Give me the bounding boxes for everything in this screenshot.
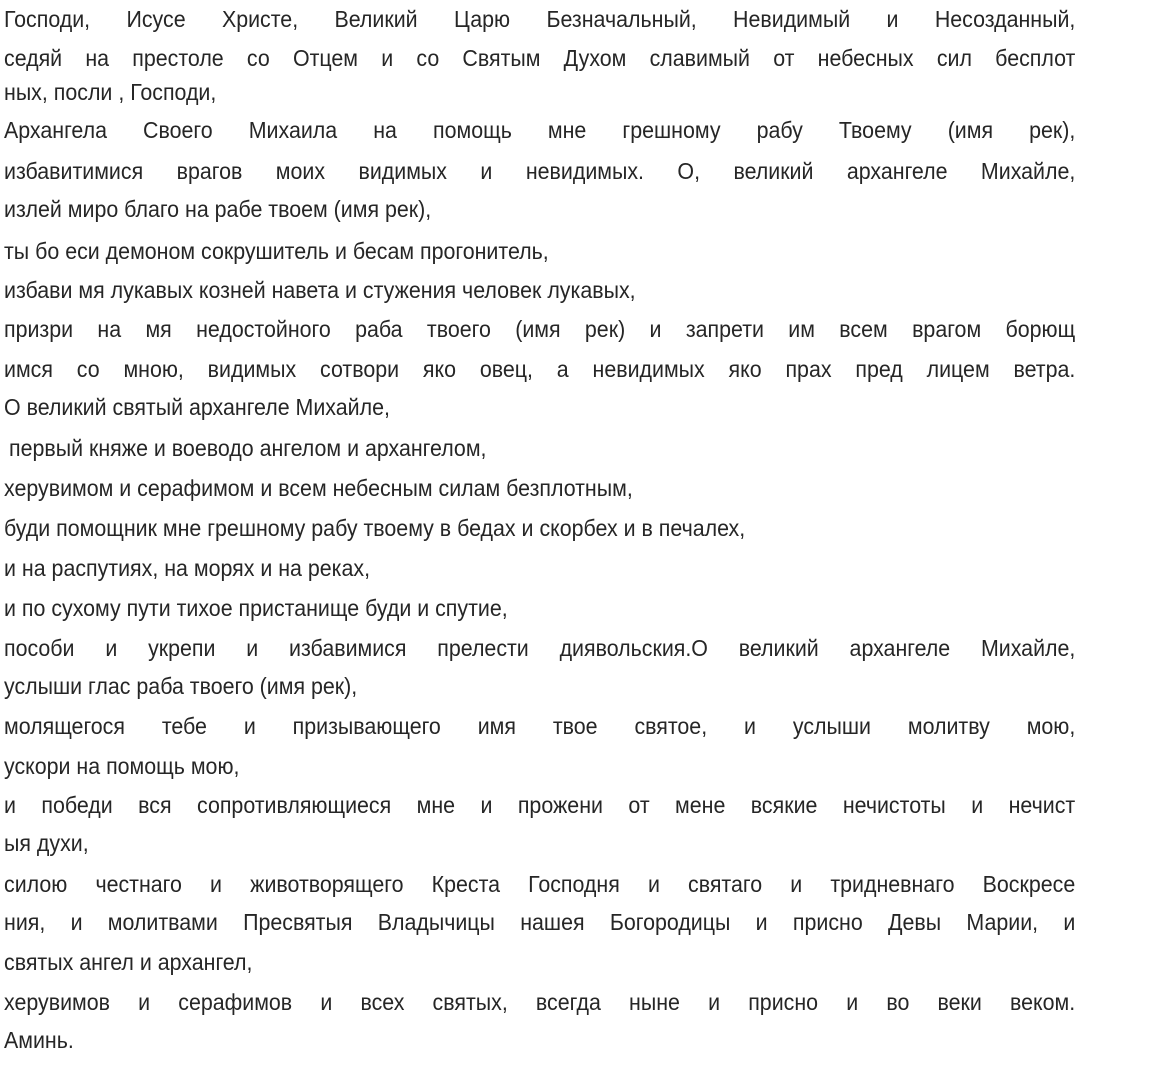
text-word: и	[246, 635, 259, 661]
text-line	[4, 6, 1075, 32]
text-word: им	[788, 316, 815, 342]
text-word: диявольския.О	[559, 635, 708, 661]
text-word: присно	[748, 989, 819, 1015]
text-word: рабу	[756, 117, 803, 143]
text-word: и	[708, 989, 721, 1015]
text-word: всех	[360, 989, 405, 1015]
text-word: серафимов	[178, 989, 293, 1015]
text-word: и	[105, 635, 118, 661]
text-word: укрепи	[148, 635, 216, 661]
text-word: славимый	[649, 45, 751, 71]
text-word: запрети	[685, 316, 764, 342]
text-word: ныне	[629, 989, 680, 1015]
text-word: и	[70, 909, 83, 935]
text-word: борющ	[1005, 316, 1076, 342]
text-word: Отцем	[292, 45, 359, 71]
text-word: всегда	[535, 989, 601, 1015]
text-word: Владычицы	[377, 909, 495, 935]
text-word: рек),	[1029, 117, 1076, 143]
text-word: видимых	[207, 356, 297, 382]
text-word: херувимов	[4, 989, 110, 1015]
text-word: бесплот	[995, 45, 1076, 71]
text-word: раба	[355, 316, 403, 342]
text-word: моих	[275, 158, 326, 184]
text-line: и по сухому пути тихое пристанище буди и спутие,	[4, 595, 508, 621]
text-line	[4, 158, 1075, 184]
text-word: невидимых.	[525, 158, 644, 184]
text-word: нечистоты	[842, 792, 946, 818]
text-word: Невидимый	[733, 6, 851, 32]
text-word: сил	[936, 45, 972, 71]
text-word: веком.	[1010, 989, 1076, 1015]
text-word: видимых	[358, 158, 447, 184]
text-word: Воскресе	[982, 871, 1076, 897]
text-word: Марии,	[966, 909, 1039, 935]
text-line: ты бо еси демоном сокрушитель и бесам прогонитель,	[4, 238, 549, 264]
text-word: пособи	[4, 635, 75, 661]
text-word: во	[886, 989, 910, 1015]
text-line: О великий святый архангеле Михайле,	[4, 394, 390, 420]
text-word: нечист	[1008, 792, 1076, 818]
text-line: херувимом и серафимом и всем небесным силам безплотным,	[4, 475, 633, 501]
text-word: прелести	[437, 635, 529, 661]
text-word: прах	[785, 356, 832, 382]
text-line	[4, 792, 1075, 818]
text-word: и	[971, 792, 984, 818]
text-word: Михайле,	[980, 158, 1076, 184]
text-word: Царю	[453, 6, 511, 32]
text-word: и	[210, 871, 223, 897]
text-word: и	[381, 45, 394, 71]
text-line	[4, 871, 1075, 897]
text-word: небесных	[817, 45, 914, 71]
text-word: силою	[4, 871, 68, 897]
text-word: Богородицы	[609, 909, 731, 935]
text-line	[4, 356, 1075, 382]
text-line: первый княже и воеводо ангелом и архангелом,	[9, 435, 487, 461]
text-word: имя	[477, 713, 516, 739]
text-word: недостойного	[196, 316, 331, 342]
text-word: и	[744, 713, 756, 739]
text-word: престоле	[132, 45, 224, 71]
text-line: ускори на помощь мою,	[4, 753, 240, 779]
text-word: и	[755, 909, 768, 935]
text-word: великий	[738, 635, 819, 661]
text-word: святых,	[432, 989, 508, 1015]
text-word: всякие	[750, 792, 818, 818]
text-word: и	[1063, 909, 1076, 935]
text-word: призывающего	[292, 713, 441, 739]
text-word: мною,	[123, 356, 184, 382]
text-word: и	[320, 989, 333, 1015]
text-word: веки	[937, 989, 982, 1015]
text-line	[4, 909, 1075, 935]
text-word: ветра.	[1013, 356, 1076, 382]
text-word: на	[85, 45, 110, 71]
text-line: услыши глас раба твоего (имя рек),	[4, 673, 358, 699]
text-word: мене	[675, 792, 726, 818]
text-word: Архангела	[4, 117, 107, 143]
text-line: Аминь.	[4, 1027, 74, 1053]
text-line: излей миро благо на рабе твоем (имя рек),	[4, 196, 432, 222]
text-line: буди помощник мне грешному рабу твоему в бедах и скорбех и в печалех,	[4, 515, 746, 541]
text-word: мою,	[1026, 713, 1076, 739]
text-word: и	[480, 158, 493, 184]
text-line: святых ангел и архангел,	[4, 949, 253, 975]
text-word: мя	[145, 316, 172, 342]
text-word: имся	[4, 356, 53, 382]
text-word: со	[246, 45, 270, 71]
text-word: Михайле,	[980, 635, 1076, 661]
text-word: Своего	[143, 117, 213, 143]
text-word: лицем	[926, 356, 990, 382]
text-word: победи	[41, 792, 113, 818]
text-word: тебе	[161, 713, 207, 739]
text-word: Господи,	[4, 6, 91, 32]
text-word: призри	[4, 316, 74, 342]
text-word: Безначальный,	[546, 6, 697, 32]
text-word: яко	[422, 356, 456, 382]
text-word: Святым	[462, 45, 541, 71]
text-word: и	[138, 989, 151, 1015]
text-word: молитву	[907, 713, 990, 739]
text-word: на	[373, 117, 397, 143]
text-word: Михаила	[248, 117, 338, 143]
text-word: мне	[547, 117, 587, 143]
text-word: избавимися	[289, 635, 407, 661]
text-word: Креста	[431, 871, 501, 897]
text-word: честнаго	[95, 871, 182, 897]
text-word: врагов	[176, 158, 243, 184]
text-word: и	[480, 792, 493, 818]
text-word: рек)	[584, 316, 626, 342]
text-word: Христе,	[221, 6, 299, 32]
text-word: О,	[677, 158, 701, 184]
text-word: нашея	[520, 909, 585, 935]
text-line	[4, 316, 1075, 342]
text-word: со	[416, 45, 440, 71]
text-word: и	[886, 6, 899, 32]
text-word: Великий	[334, 6, 418, 32]
text-word: невидимых	[592, 356, 705, 382]
text-word: молящегося	[4, 713, 125, 739]
text-word: (имя	[947, 117, 994, 143]
text-word: ния,	[4, 909, 46, 935]
text-word: твое	[552, 713, 598, 739]
text-word: вся	[138, 792, 172, 818]
text-word: со	[76, 356, 100, 382]
text-word: избавитимися	[4, 158, 144, 184]
text-word: Несозданный,	[934, 6, 1076, 32]
text-line	[4, 713, 1075, 739]
text-word: и	[243, 713, 256, 739]
text-word: всем	[839, 316, 888, 342]
text-word: и	[790, 871, 803, 897]
text-word: тридневнаго	[830, 871, 955, 897]
text-word: и	[4, 792, 16, 818]
text-line	[4, 989, 1075, 1015]
text-word: сопротивляющиеся	[197, 792, 392, 818]
text-word: святаго	[688, 871, 763, 897]
text-word: от	[773, 45, 795, 71]
text-word: грешному	[622, 117, 721, 143]
text-word: и	[846, 989, 859, 1015]
text-word: овец,	[479, 356, 533, 382]
text-line: избави мя лукавых козней навета и стужения человек лукавых,	[4, 277, 636, 303]
text-word: седяй	[4, 45, 63, 71]
text-word: пред	[855, 356, 903, 382]
text-word: услыши	[792, 713, 871, 739]
text-word: сотвори	[320, 356, 400, 382]
text-word: Пресвятыя	[243, 909, 353, 935]
text-word: Исусе	[126, 6, 186, 32]
text-line: и на распутиях, на морях и на реках,	[4, 555, 371, 581]
text-word: и	[649, 316, 662, 342]
text-word: помощь	[433, 117, 512, 143]
text-word: Господня	[528, 871, 620, 897]
text-word: присно	[792, 909, 863, 935]
text-word: а	[556, 356, 569, 382]
text-line	[4, 117, 1075, 143]
text-word: на	[97, 316, 122, 342]
text-word: врагом	[912, 316, 982, 342]
text-word: Духом	[563, 45, 627, 71]
text-line: ных, посли , Господи,	[4, 79, 217, 105]
text-word: прожени	[517, 792, 603, 818]
text-word: и	[647, 871, 660, 897]
text-word: (имя	[515, 316, 561, 342]
text-word: архангеле	[849, 635, 951, 661]
text-word: от	[628, 792, 650, 818]
text-word: великий	[733, 158, 814, 184]
text-word: Девы	[887, 909, 942, 935]
text-word: архангеле	[846, 158, 948, 184]
text-word: Твоему	[838, 117, 912, 143]
text-line	[4, 45, 1075, 71]
text-line: ыя духи,	[4, 830, 89, 856]
text-word: молитвами	[107, 909, 218, 935]
text-word: яко	[728, 356, 762, 382]
text-word: животворящего	[250, 871, 404, 897]
text-word: святое,	[634, 713, 708, 739]
text-word: мне	[416, 792, 456, 818]
text-word: твоего	[426, 316, 491, 342]
text-line	[4, 635, 1075, 661]
